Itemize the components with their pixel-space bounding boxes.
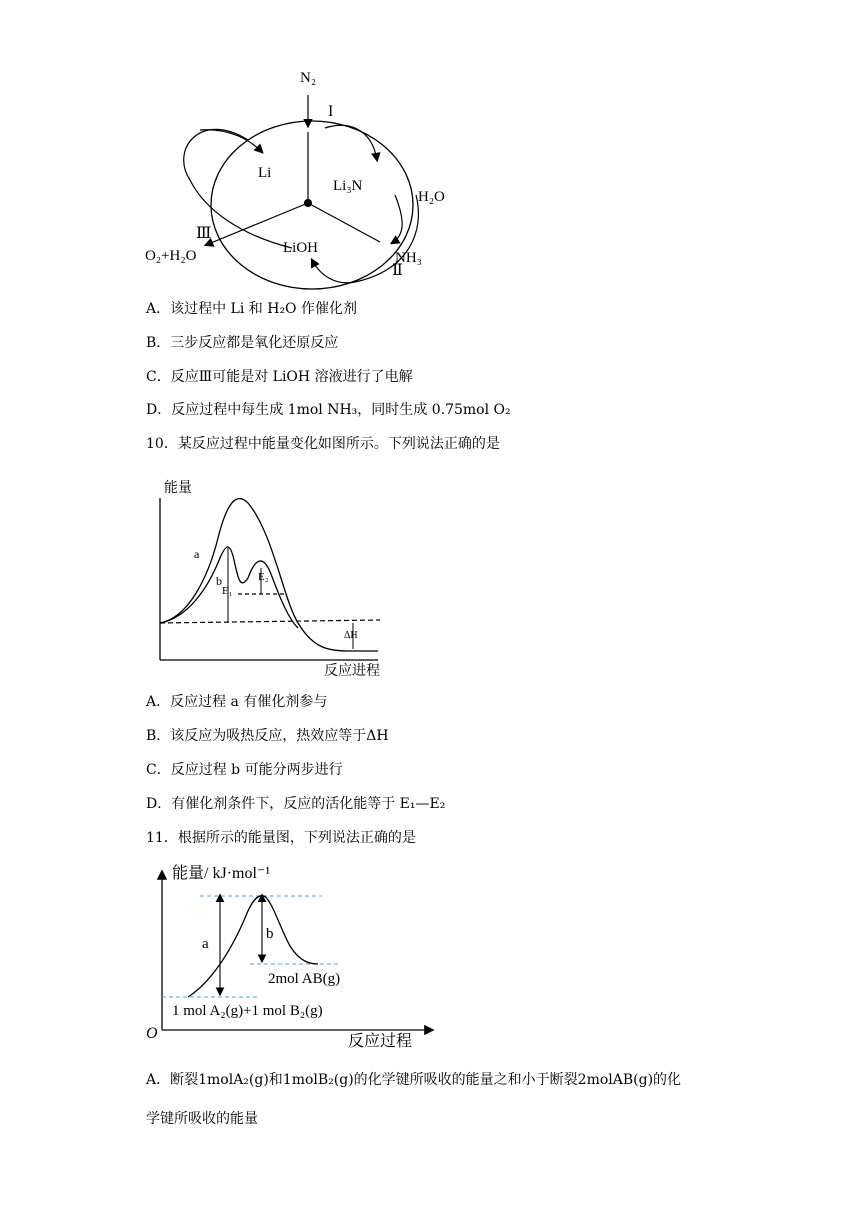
q9-option-b: B．三步反应都是氧化还原反应 — [146, 335, 339, 351]
q9-option-a: A．该过程中 Li 和 H₂O 作催化剂 — [146, 301, 357, 317]
q9-option-d: D．反应过程中每生成 1mol NH₃，同时生成 0.75mol O₂ — [146, 402, 511, 418]
step3-label: Ⅲ — [196, 225, 212, 242]
q11-xlabel: 反应过程 — [348, 1033, 413, 1050]
label-b: b — [266, 926, 274, 942]
q9-option-c: C．反应Ⅲ可能是对 LiOH 溶液进行了电解 — [146, 369, 413, 385]
q10-option-a: A．反应过程 a 有催化剂参与 — [146, 694, 328, 710]
q11-option-a-line1: A．断裂1molA₂(g)和1molB₂(g)的化学键所吸收的能量之和小于断裂2molAB(g)的化 — [146, 1072, 682, 1088]
step2-label: Ⅱ — [392, 262, 403, 279]
curve-a-label: a — [194, 547, 200, 561]
q10-stem: 10．某反应过程中能量变化如图所示。下列说法正确的是 — [146, 436, 500, 452]
q11-option-a-line2: 学键所吸收的能量 — [146, 1111, 258, 1127]
q11-stem: 11．根据所示的能量图，下列说法正确的是 — [146, 830, 416, 846]
q10-xlabel: 反应进程 — [324, 664, 380, 679]
q10-option-d: D．有催化剂条件下，反应的活化能等于 E₁—E₂ — [146, 796, 446, 812]
reactant-label: 1 mol A₂(g)+1 mol B₂(g) — [172, 1003, 323, 1019]
q10-option-c: C．反应过程 b 可能分两步进行 — [146, 762, 343, 778]
li-cycle-diagram — [140, 60, 470, 300]
label-a: a — [202, 936, 209, 952]
energy-profile-diagram-2 — [140, 858, 440, 1058]
q11-origin: O — [146, 1025, 158, 1042]
dh-label: ΔH — [344, 630, 358, 641]
li3n-label: Li₃N — [333, 178, 363, 194]
q11-ylabel: 能量/ kJ·mol⁻¹ — [172, 865, 271, 882]
q10-option-b: B．该反应为吸热反应，热效应等于ΔH — [146, 728, 389, 744]
o2h2o-label: O₂+H₂O — [145, 248, 197, 264]
h2o-label: H₂O — [418, 189, 445, 205]
energy-profile-diagram-1 — [148, 468, 388, 683]
nh3-label: NH₃ — [395, 250, 422, 266]
curve-b-label: b — [216, 574, 222, 588]
q10-ylabel: 能量 — [164, 481, 192, 496]
e2-label: E₂ — [258, 571, 269, 583]
lioh-label: LiOH — [283, 240, 318, 256]
li-label: Li — [258, 165, 272, 181]
n2-label: N₂ — [300, 70, 317, 86]
step1-label: I — [328, 103, 334, 120]
e1-label: E₁ — [222, 585, 233, 597]
product-label: 2mol AB(g) — [268, 971, 341, 987]
